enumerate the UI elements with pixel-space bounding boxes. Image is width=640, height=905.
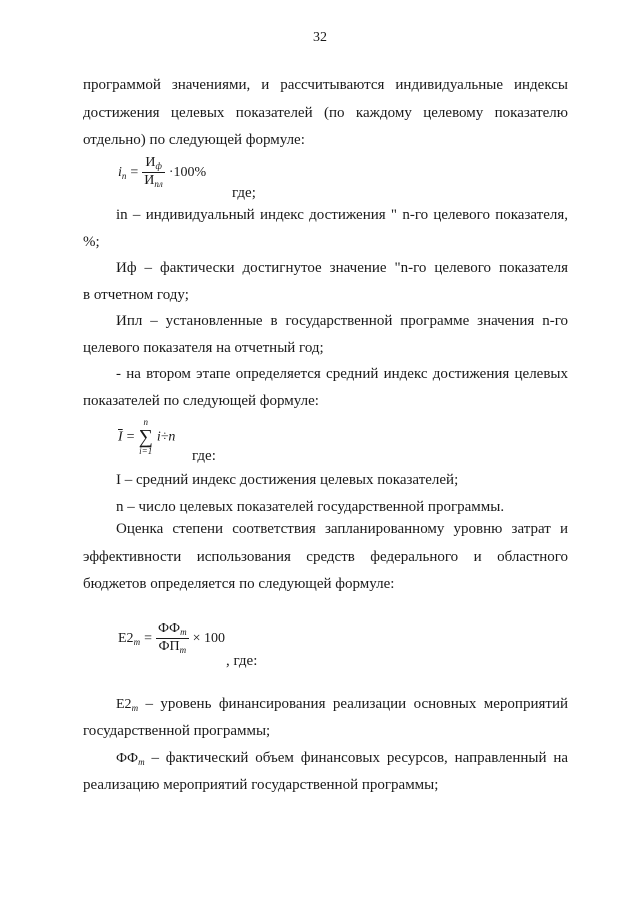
formula3-lhs-sub: m — [133, 637, 141, 648]
definition-e2m — [116, 694, 568, 718]
e2m-description: – уровень финансирования реализации основных мероприятий — [145, 696, 568, 712]
page-number: 32 — [313, 30, 327, 45]
sum-lower-limit: i=1 — [139, 446, 153, 456]
formula-funding-level — [118, 622, 225, 655]
formula1-lhs: i — [118, 165, 122, 181]
definition-in: in – индивидуальный индекс достижения " n-го целевого показателя, — [116, 207, 568, 223]
formula3-num-sub: m — [180, 627, 187, 637]
formula1-den: И — [144, 173, 155, 188]
ffm-term-sub: m — [138, 757, 145, 767]
formula3-mult: × 100 — [192, 631, 225, 647]
formula3-den: ФП — [158, 639, 180, 654]
definition-if-cont: в отчетном году; — [83, 287, 189, 303]
formula1-fraction — [142, 156, 165, 189]
paragraph-intro: программой значениями, и рассчитываются индивидуальные индексы достижения целевых показателей (по каждому целевому показателю отдельно) по следующей формуле: — [83, 77, 568, 148]
formula-average-index — [118, 418, 175, 456]
formula3-where: , где: — [226, 653, 258, 669]
sigma-icon: ∑ — [138, 426, 153, 448]
definition-n: n – число целевых показателей государственной программы. — [116, 499, 505, 515]
formula1-num-sub: ф — [155, 161, 162, 171]
second-stage-text: - на втором этапе определяется средний индекс достижения целевых — [116, 366, 568, 382]
definition-ffm — [116, 748, 568, 772]
formula1-den-sub: пл — [154, 179, 163, 189]
definition-ffm-cont: реализацию мероприятий государственной программы; — [83, 777, 439, 793]
formula-individual-index — [118, 156, 206, 189]
formula1-lhs-sub: n — [121, 171, 127, 182]
formula3-eq: = — [144, 631, 152, 647]
definition-e2m-cont: государственной программы; — [83, 723, 271, 739]
formula1-where: где; — [232, 185, 256, 201]
e2m-term-sub: m — [131, 703, 139, 713]
sum-symbol — [139, 418, 153, 456]
sum-upper-limit: n — [143, 417, 148, 427]
paragraph-assessment: Оценка степени соответствия запланированному уровню затрат и эффективности использования средств федерального и областного бюджетов определяется по следующей формуле: — [83, 521, 568, 592]
definition-if: Иф – фактически достигнутое значение "n-го целевого показателя — [116, 260, 568, 276]
formula2-expr: i÷n — [156, 429, 176, 445]
formula1-eq: = — [130, 165, 139, 181]
formula2-where: где: — [192, 448, 216, 464]
definition-I: I – средний индекс достижения целевых показателей; — [116, 472, 459, 488]
definition-ipl: Ипл – установленные в государственной программе значения n-го — [116, 313, 568, 329]
ffm-description: – фактический объем финансовых ресурсов, направленный на — [151, 750, 569, 766]
formula1-mult: ·100% — [168, 165, 207, 181]
formula3-fraction — [156, 622, 189, 655]
definition-in-cont: %; — [83, 234, 100, 250]
formula2-eq: = — [126, 429, 135, 445]
formula3-num: ФФ — [157, 621, 181, 636]
second-stage-cont: показателей по следующей формуле: — [83, 393, 319, 409]
formula3-lhs: E2 — [118, 631, 134, 647]
formula3-den-sub: m — [179, 645, 187, 655]
ffm-term: ФФ — [116, 751, 139, 766]
definition-ipl-cont: целевого показателя на отчетный год; — [83, 340, 324, 356]
e2m-term: E2 — [116, 697, 132, 712]
formula2-lhs: $\overline{I}$ — [118, 429, 123, 445]
formula1-num: И — [145, 155, 156, 170]
